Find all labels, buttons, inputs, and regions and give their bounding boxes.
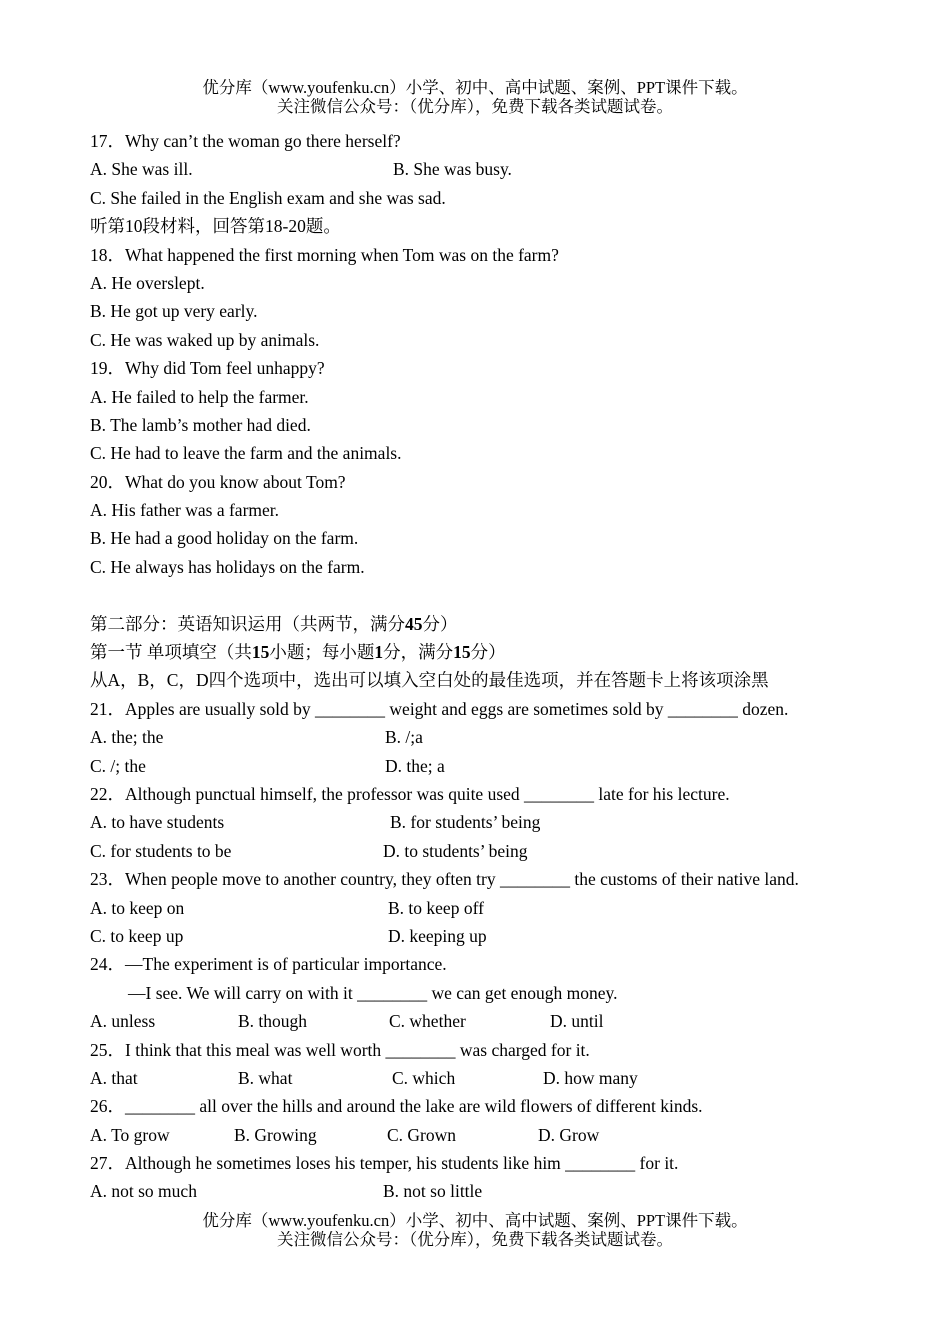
q22-option-d: D. to students’ being bbox=[383, 840, 528, 861]
q19-option-b: B. The lamb’s mother had died. bbox=[90, 414, 311, 435]
q20-option-a: A. His father was a farmer. bbox=[90, 500, 280, 521]
q22-stem: 22．Although punctual himself, the professor was quite used ________ late for his lecture. bbox=[90, 783, 730, 804]
q20-option-c: C. He always has holidays on the farm. bbox=[90, 556, 365, 577]
q23-options-ab bbox=[90, 894, 890, 922]
page-header bbox=[0, 78, 950, 116]
q27-options-ab bbox=[90, 1177, 890, 1205]
section-mid2: 分，满分 bbox=[383, 642, 454, 663]
q22-option-c: C. for students to be bbox=[90, 840, 232, 861]
exam-content bbox=[90, 127, 890, 1206]
header-line-1: 优分库（www.youfenku.cn）小学、初中、高中试题、案例、PPT课件下载。 bbox=[202, 78, 748, 97]
part2-title-post: 分） bbox=[422, 613, 458, 634]
q24-option-a: A. unless bbox=[90, 1011, 156, 1032]
q17-option-c: C. She failed in the English exam and she was sad. bbox=[90, 187, 446, 208]
q24-option-b: B. though bbox=[238, 1011, 308, 1032]
q27-option-a: A. not so much bbox=[90, 1181, 197, 1202]
q19-stem: 19．Why did Tom feel unhappy? bbox=[90, 358, 325, 379]
q18-option-a: A. He overslept. bbox=[90, 272, 205, 293]
q18-stem: 18．What happened the first morning when Tom was on the farm? bbox=[90, 244, 559, 265]
q21-stem: 21．Apples are usually sold by ________ weight and eggs are sometimes sold by ________ dozen. bbox=[90, 698, 789, 719]
q22-option-a: A. to have students bbox=[90, 812, 225, 833]
q21-options-cd bbox=[90, 752, 890, 780]
q19-option-a: A. He failed to help the farmer. bbox=[90, 386, 309, 407]
section-count: 15 bbox=[251, 642, 270, 663]
q22-options-ab bbox=[90, 808, 890, 836]
q17-option-b: B. She was busy. bbox=[393, 159, 512, 180]
q24-options bbox=[90, 1007, 890, 1035]
q22-option-b: B. for students’ being bbox=[390, 812, 541, 833]
q25-option-d: D. how many bbox=[543, 1067, 638, 1088]
q21-option-c: C. /; the bbox=[90, 755, 146, 776]
q24-stem-1: 24．—The experiment is of particular importance. bbox=[90, 954, 447, 975]
q23-stem: 23．When people move to another country, they often try ________ the customs of their native land. bbox=[90, 869, 799, 890]
section-mid1: 小题；每小题 bbox=[269, 642, 375, 663]
q27-stem: 27．Although he sometimes loses his temper, his students like him ________ for it. bbox=[90, 1153, 679, 1174]
q24-stem-2: —I see. We will carry on with it ________ we can get enough money. bbox=[128, 982, 618, 1003]
q25-options bbox=[90, 1064, 890, 1092]
section-pre: 第一节 单项填空（共 bbox=[90, 642, 252, 663]
q25-option-b: B. what bbox=[238, 1067, 293, 1088]
section-total: 15 bbox=[453, 642, 471, 663]
q26-stem: 26．________ all over the hills and around the lake are wild flowers of different kinds. bbox=[90, 1096, 703, 1117]
q23-options-cd bbox=[90, 922, 890, 950]
q26-option-a: A. To grow bbox=[90, 1124, 170, 1145]
q24-option-c: C. whether bbox=[389, 1011, 466, 1032]
part2-title-score: 45 bbox=[405, 613, 423, 634]
header-line-2: 关注微信公众号：（优分库），免费下载各类试题试卷。 bbox=[277, 97, 673, 116]
q22-options-cd bbox=[90, 837, 890, 865]
q20-stem: 20．What do you know about Tom? bbox=[90, 471, 346, 492]
q21-options-ab bbox=[90, 723, 890, 751]
q26-options bbox=[90, 1121, 890, 1149]
q18-option-c: C. He was waked up by animals. bbox=[90, 329, 320, 350]
q24-option-d: D. until bbox=[550, 1011, 604, 1032]
q17-options-ab bbox=[90, 155, 890, 183]
part2-instruction: 从A，B，C，D四个选项中，选出可以填入空白处的最佳选项，并在答题卡上将该项涂黑 bbox=[90, 670, 769, 691]
q17-stem: 17．Why can’t the woman go there herself? bbox=[90, 131, 401, 151]
q17-option-a: A. She was ill. bbox=[90, 159, 193, 180]
section-post: 分） bbox=[470, 642, 506, 663]
q23-option-b: B. to keep off bbox=[388, 897, 484, 918]
q23-option-d: D. keeping up bbox=[388, 925, 487, 946]
q18-option-b: B. He got up very early. bbox=[90, 301, 258, 322]
page-footer bbox=[0, 1211, 950, 1249]
part2-title-pre: 第二部分：英语知识运用（共两节，满分 bbox=[90, 613, 405, 634]
q23-option-c: C. to keep up bbox=[90, 925, 184, 946]
footer-line-1: 优分库（www.youfenku.cn）小学、初中、高中试题、案例、PPT课件下载。 bbox=[202, 1211, 748, 1230]
part2-title bbox=[90, 610, 890, 638]
part2-section-title bbox=[90, 638, 890, 666]
q21-option-b: B. /;a bbox=[385, 727, 423, 748]
q26-option-c: C. Grown bbox=[387, 1124, 457, 1145]
q25-stem: 25．I think that this meal was well worth ________ was charged for it. bbox=[90, 1039, 590, 1060]
q26-option-b: B. Growing bbox=[234, 1124, 317, 1145]
q20-option-b: B. He had a good holiday on the farm. bbox=[90, 528, 359, 549]
q23-option-a: A. to keep on bbox=[90, 897, 185, 918]
q25-option-c: C. which bbox=[392, 1067, 456, 1088]
q19-option-c: C. He had to leave the farm and the animals. bbox=[90, 443, 402, 464]
section-each: 1 bbox=[374, 642, 384, 663]
q21-option-d: D. the; a bbox=[385, 755, 445, 776]
q25-option-a: A. that bbox=[90, 1067, 138, 1088]
q26-option-d: D. Grow bbox=[538, 1124, 600, 1145]
q21-option-a: A. the; the bbox=[90, 727, 164, 748]
spacer bbox=[90, 581, 890, 609]
q27-option-b: B. not so little bbox=[383, 1181, 483, 1202]
footer-line-2: 关注微信公众号：（优分库），免费下载各类试题试卷。 bbox=[277, 1230, 673, 1249]
listening-instruction-10: 听第10段材料，回答第18-20题。 bbox=[90, 216, 341, 237]
